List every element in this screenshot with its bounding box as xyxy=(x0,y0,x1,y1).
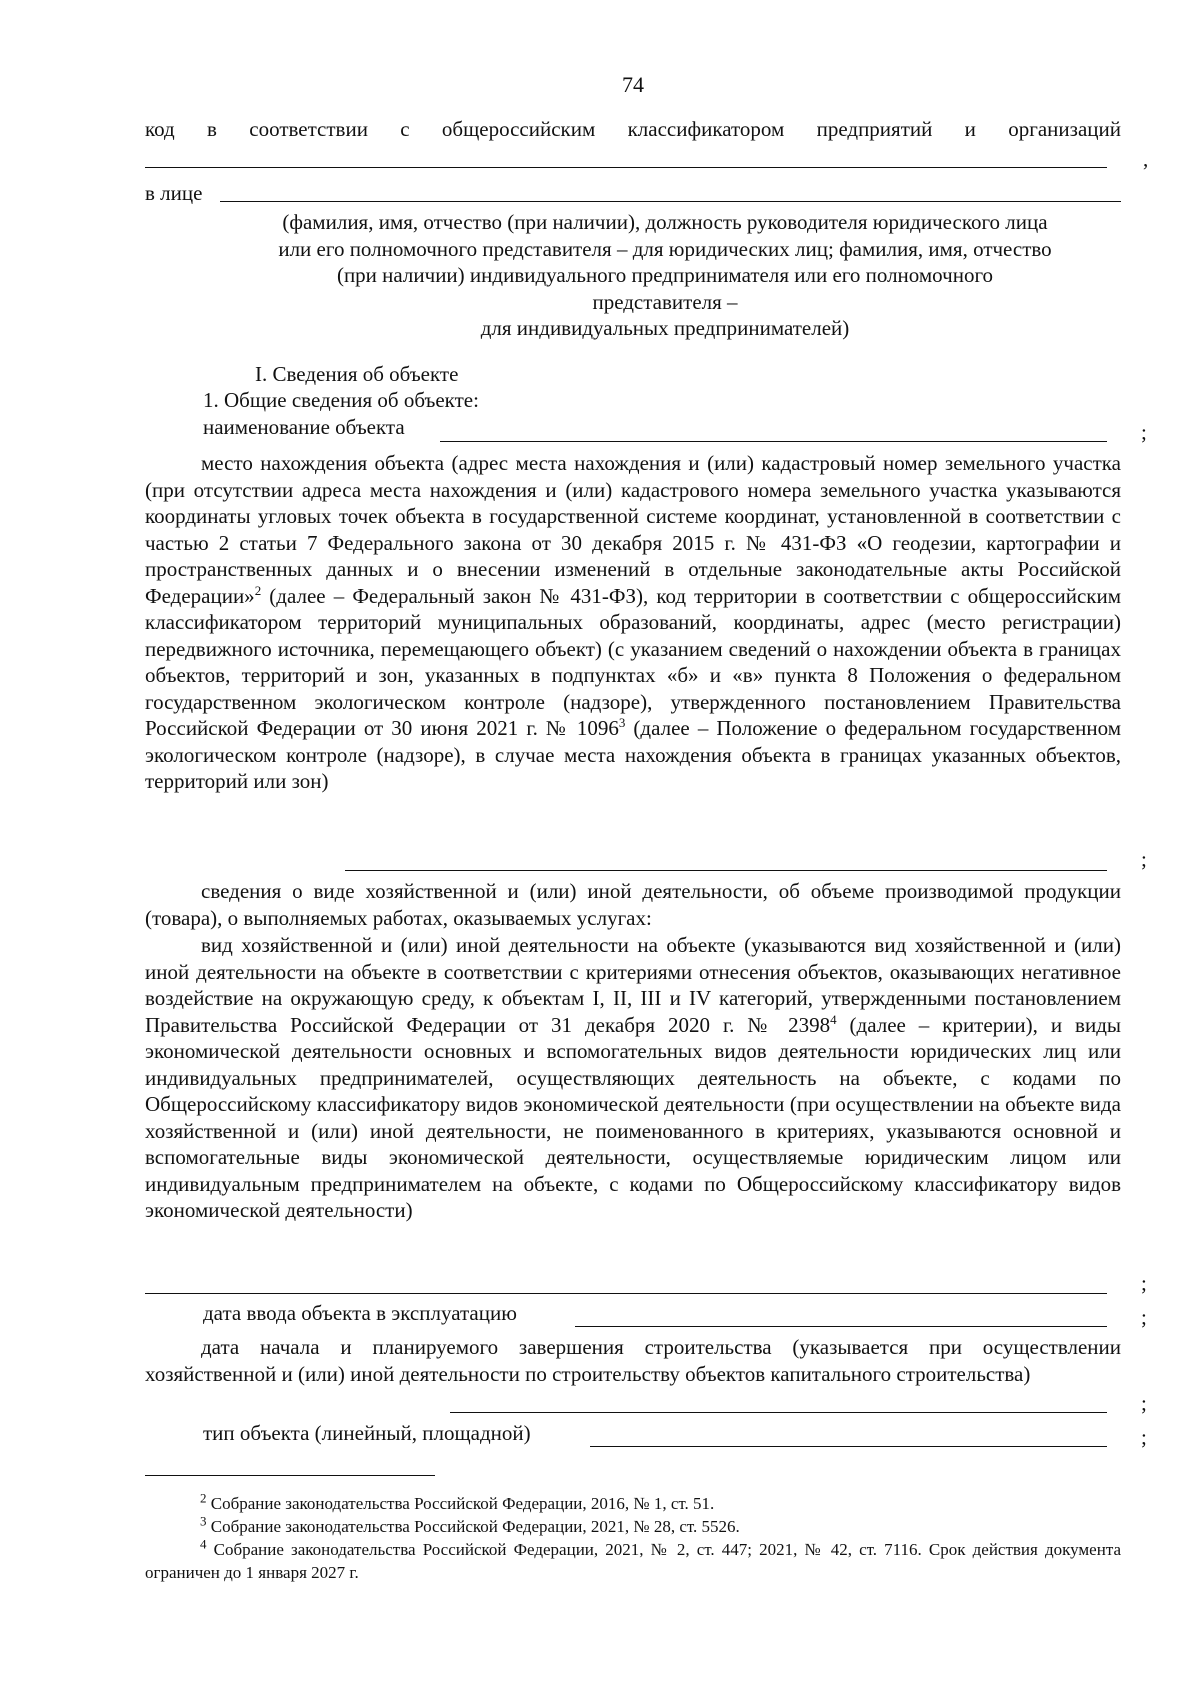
object-name-label: наименование объекта xyxy=(203,415,405,439)
footnote-separator xyxy=(145,1475,435,1476)
section-heading: I. Сведения об объекте xyxy=(255,362,459,386)
activity-line xyxy=(145,1293,1107,1294)
page-number: 74 xyxy=(622,72,644,97)
semicolon-4: ; xyxy=(1141,1305,1147,1329)
semicolon-6: ; xyxy=(1141,1425,1147,1449)
activity-text: вид хозяйственной и (или) иной деятельности на объекте (указываются вид хозяйственной и (или) иной деятельности на объекте в соответствии с критериями отнесения объектов, оказывающих негативное воздействие на окружающую среду, к объектам I, II, III и IV категорий, утвержденными постановлением Правительства Российской Федерации от 31 декабря 2020 г. № 2398 xyxy=(145,933,1121,1037)
footnote-ref-4: 4 xyxy=(830,1011,837,1027)
object-type-line xyxy=(590,1446,1107,1447)
note-line-3: (при наличии) индивидуального предпринимателя или его полномочного xyxy=(336,263,994,287)
footnote-text: Собрание законодательства Российской Федерации, 2021, № 28, ст. 5526. xyxy=(210,1517,740,1536)
footnote-num: 2 xyxy=(200,1490,207,1506)
activity-intro: сведения о виде хозяйственной и (или) иной деятельности, об объеме производимой продукции (товара), о выполняемых работах, оказываемых услугах: xyxy=(145,879,1121,930)
in-person-label: в лице xyxy=(145,181,203,205)
comma: , xyxy=(1143,147,1149,171)
note-line-4: представителя – xyxy=(592,289,738,314)
classifier-code-line xyxy=(145,167,1107,168)
note-line-2: или его полномочного представителя – для юридических лиц; фамилия, имя, отчество xyxy=(278,236,1052,261)
commission-line xyxy=(575,1326,1107,1327)
footnote-ref-3: 3 xyxy=(618,715,626,730)
footnote-num: 4 xyxy=(200,1536,207,1552)
classifier-code-label: код в соответствии с общероссийским классификатором предприятий и организаций xyxy=(145,117,1121,141)
construction-paragraph: дата начала и планируемого завершения строительства (указывается при осуществлении хозяйственной и (или) иной деятельности по строительству объектов капитального строительства) xyxy=(145,1335,1121,1386)
semicolon-2: ; xyxy=(1141,847,1147,871)
location-text-3: (далее – Положение о федеральном государственном экологическом контроле (надзоре), в случае места нахождения объекта в границах указанных объектов, территорий или зон) xyxy=(145,716,1121,793)
footnote-text: Собрание законодательства Российской Федерации, 2021, № 2, ст. 447; 2021, № 42, ст. 7116. Срок действия документа ограничен до 1 января 2027 г. xyxy=(145,1540,1121,1582)
semicolon-3: ; xyxy=(1141,1271,1147,1295)
footnote-ref-2: 2 xyxy=(254,582,262,598)
semicolon-5: ; xyxy=(1141,1391,1147,1415)
object-type-label: тип объекта (линейный, площадной) xyxy=(203,1421,531,1445)
note-line-5: для индивидуальных предпринимателей) xyxy=(480,316,850,340)
semicolon-1: ; xyxy=(1141,420,1147,444)
footnote-3 xyxy=(200,1515,740,1538)
activity-text-2: (далее – критерии), и виды экономической деятельности основных и вспомогательных видов деятельности юридических лиц или индивидуальных предпринимателей, осуществляющих деятельность на объекте, с кодами по Общероссийскому классификатору видов экономической деятельности (при осуществлении на объекте вида хозяйственной и (или) иной деятельности, не поименованного в критериях, указываются основной и вспомогательные виды экономической деятельности, осуществляемые юридическим лицом или индивидуальным предпринимателем на объекте, с кодами по Общероссийскому классификатору видов экономической деятельности) xyxy=(145,1012,1121,1222)
footnote-2 xyxy=(200,1492,714,1515)
footnote-4 xyxy=(145,1538,1121,1584)
location-text-2: (далее – Федеральный закон № 431-ФЗ), код территории в соответствии с общероссийским классификатором территорий муниципальных образований, координаты, адрес (место регистрации) передвижного источника, перемещающего объект) (с указанием сведений о нахождении объекта в границах объектов, территорий и зон, указанных в подпунктах «б» и «в» пункта 8 Положения о федеральном государственном экологическом контроле (надзоре), утвержденного постановлением Правительства Российской Федерации от 30 июня 2021 г. № 1096 xyxy=(145,583,1121,740)
footnote-text: Собрание законодательства Российской Федерации, 2016, № 1, ст. 51. xyxy=(210,1494,715,1513)
commission-label: дата ввода объекта в эксплуатацию xyxy=(203,1301,517,1325)
footnote-num: 3 xyxy=(200,1513,207,1529)
note-line-1: (фамилия, имя, отчество (при наличии), должность руководителя юридического лица xyxy=(282,210,1048,234)
activity-paragraph xyxy=(145,932,1121,1224)
object-name-line xyxy=(440,441,1107,442)
section-subheading: 1. Общие сведения об объекте: xyxy=(203,388,479,412)
construction-line xyxy=(450,1412,1107,1413)
location-text: место нахождения объекта (адрес места нахождения и (или) кадастровый номер земельного участка (при отсутствии адреса места нахождения и (или) кадастрового номера земельного участка указываются координаты угловых точек объекта в государственной системе координат, установленной в соответствии с частью 2 статьи 7 Федерального закона от 30 декабря 2015 г. № 431-ФЗ «О геодезии, картографии и пространственных данных и о внесении изменений в отдельные законодательные акты Российской Федерации» xyxy=(145,451,1121,608)
in-person-line xyxy=(220,201,1121,202)
location-line xyxy=(345,870,1107,871)
representative-note xyxy=(200,209,1130,342)
location-paragraph xyxy=(145,450,1121,795)
